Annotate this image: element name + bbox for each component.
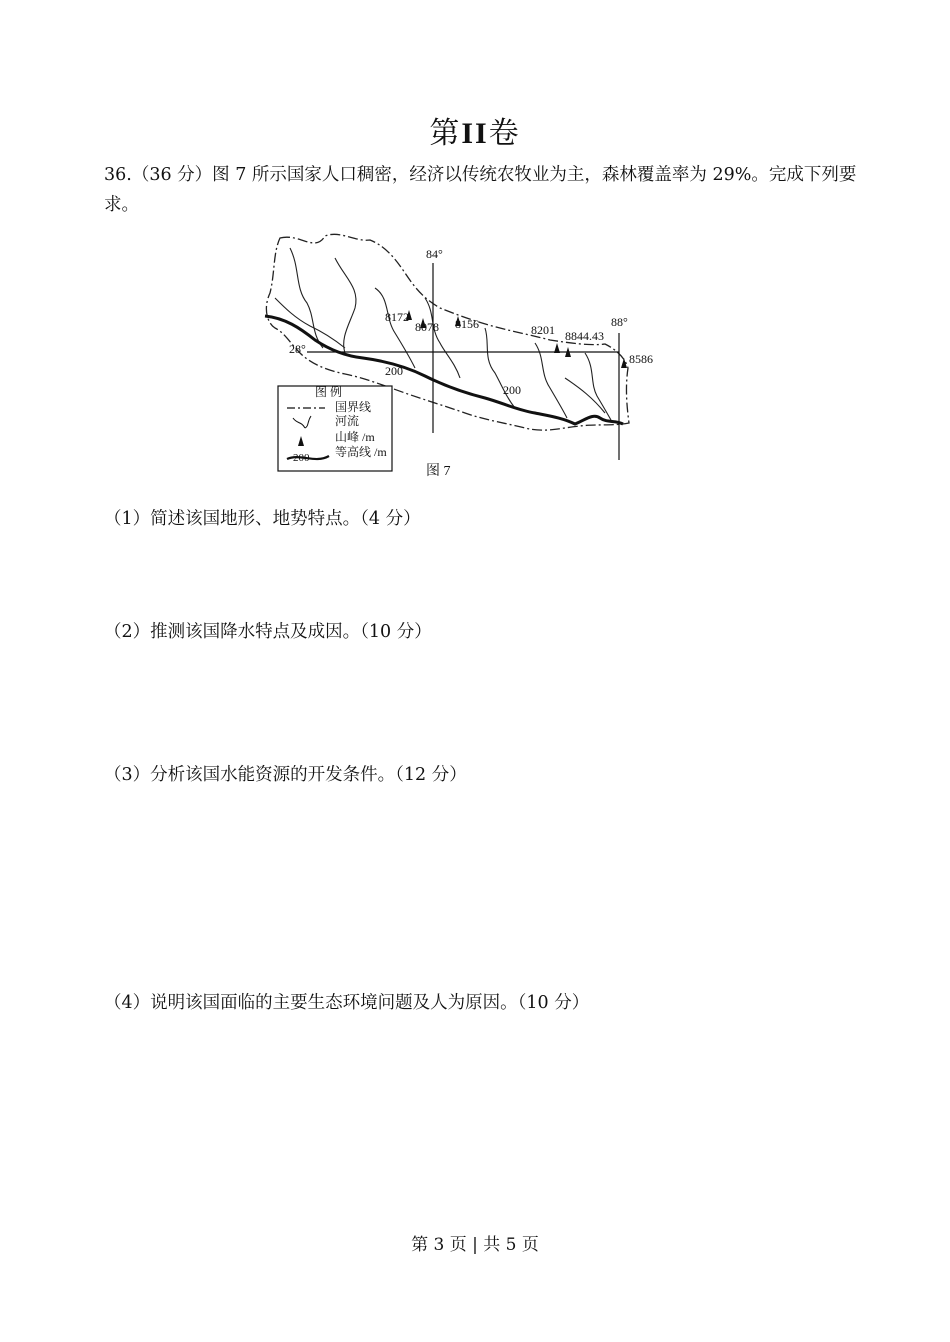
legend-title: 图 例	[315, 385, 343, 399]
peak-label: 8172	[385, 310, 409, 324]
lat-28-label: 28°	[289, 342, 306, 356]
peak-icon	[554, 343, 560, 353]
figure-caption: 图 7	[426, 464, 451, 479]
sub-question-3: （3）分析该国水能资源的开发条件。（12 分）	[104, 765, 467, 785]
section-title: 第II卷	[429, 116, 521, 151]
peak-label: 8844.43	[565, 329, 604, 343]
contour-label: 200	[503, 383, 521, 397]
sub-question-2: （2）推测该国降水特点及成因。（10 分）	[104, 622, 432, 642]
sub-question-4: （4）说明该国面临的主要生态环境问题及人为原因。（10 分）	[104, 993, 590, 1013]
legend-contour-sample: 200	[293, 452, 310, 464]
legend-item: 河流	[335, 414, 360, 428]
legend-item: 等高线 /m	[335, 445, 387, 459]
peak-label: 8078	[415, 320, 439, 334]
peak-label: 8156	[455, 317, 479, 331]
legend-item: 山峰 /m	[335, 430, 375, 444]
map-figure	[245, 228, 665, 488]
nepal-map	[245, 228, 665, 488]
legend-item: 国界线	[335, 400, 372, 414]
peak-label: 8586	[629, 352, 653, 366]
page-footer: 第 3 页 | 共 5 页	[411, 1235, 539, 1255]
question-stem: 36.（36 分）图 7 所示国家人口稠密，经济以传统农牧业为主，森林覆盖率为 29%。完成下列要求。	[104, 165, 857, 215]
peak-label: 8201	[531, 323, 555, 337]
contour-label: 200	[385, 364, 403, 378]
lon-84-label: 84°	[426, 247, 443, 261]
legend	[278, 384, 392, 471]
sub-question-1: （1）简述该国地形、地势特点。（4 分）	[104, 509, 421, 529]
lon-88-label: 88°	[611, 315, 628, 329]
